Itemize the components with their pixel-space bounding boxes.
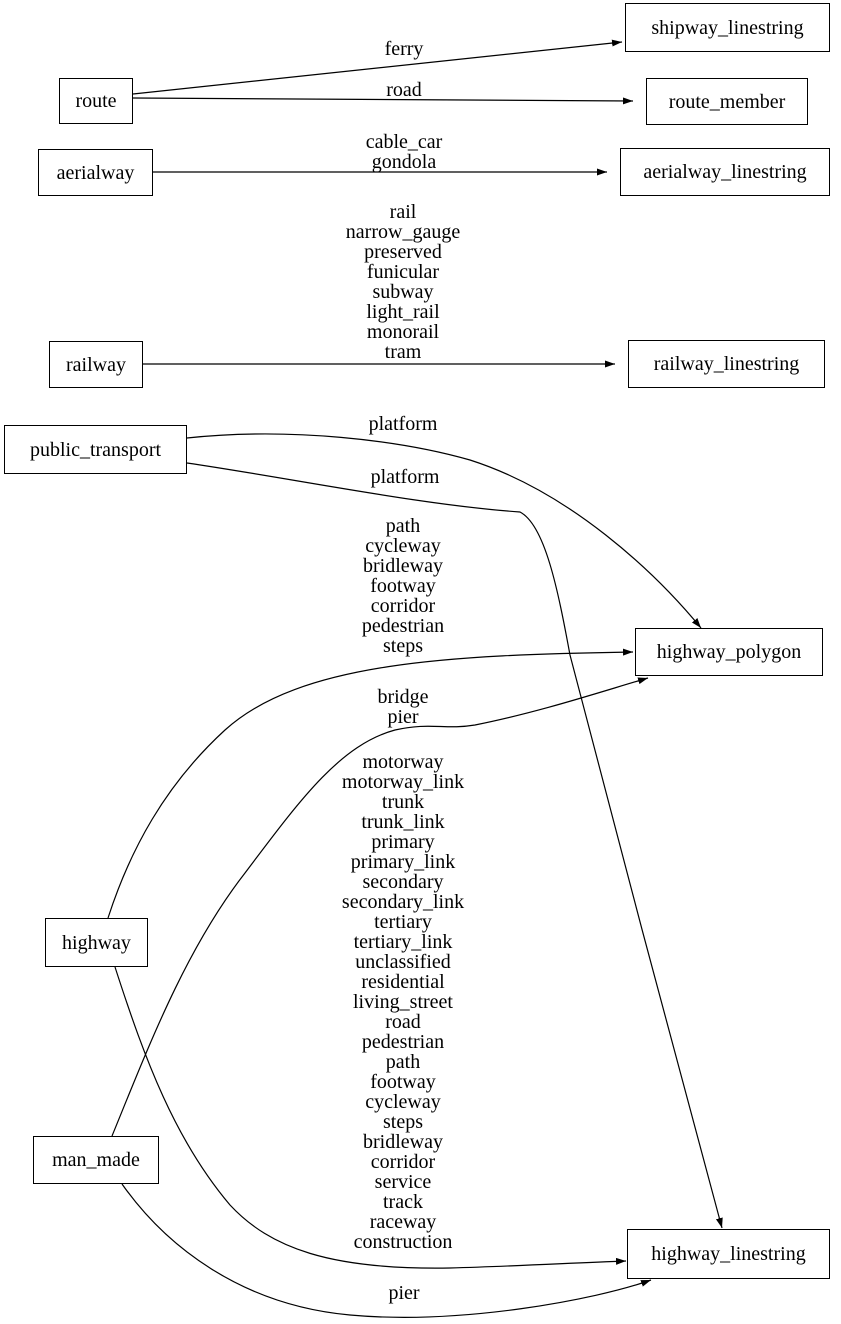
edge-label-line: bridleway <box>363 555 443 577</box>
edge-label-line: raceway <box>369 1211 437 1233</box>
edge-label-line: bridleway <box>363 1131 443 1153</box>
edge-label-line: track <box>383 1191 423 1213</box>
node-label-aerialway: aerialway <box>56 161 135 184</box>
edge-label-line: light_rail <box>366 301 440 323</box>
node-public_transport <box>4 425 187 474</box>
node-shipway_linestring <box>625 3 830 52</box>
edge-label-line: tram <box>384 341 422 363</box>
edge-label-line: footway <box>370 1071 436 1093</box>
edge-label-line: unclassified <box>355 951 451 973</box>
edge-highway-to-highway_polygon <box>108 652 633 918</box>
node-label-man_made: man_made <box>52 1149 140 1171</box>
edge-label-line: tertiary_link <box>353 931 453 953</box>
edge-label-line: cable_car <box>365 131 443 153</box>
edge-label-line: narrow_gauge <box>345 221 461 243</box>
node-label-highway: highway <box>62 931 131 954</box>
edge-label-line: path <box>385 515 421 537</box>
edge-route-to-shipway_linestring <box>133 42 622 94</box>
node-label-route: route <box>75 90 117 112</box>
edge-label-line: living_street <box>353 991 453 1013</box>
edge-label-line: pedestrian <box>361 615 445 637</box>
edge-label-line: ferry <box>384 38 424 60</box>
edge-label-line: pedestrian <box>361 1031 445 1053</box>
edge-label-line: gondola <box>371 151 437 173</box>
node-man_made <box>33 1136 159 1184</box>
edge-label-line: subway <box>372 281 434 303</box>
edge-label-line: pier <box>388 1282 420 1304</box>
edge-label-line: residential <box>361 971 445 993</box>
edge-label-line: bridge <box>377 686 429 708</box>
edge-label-line: tertiary <box>374 911 432 933</box>
edge-label-line: monorail <box>366 321 440 343</box>
edge-label-line: trunk_link <box>361 811 445 833</box>
node-aerialway <box>38 149 153 196</box>
node-label-highway_polygon: highway_polygon <box>656 641 802 663</box>
edge-label-line: primary_link <box>350 851 456 873</box>
edge-label-line: corridor <box>370 595 436 617</box>
node-railway_linestring <box>628 340 825 388</box>
edge-route-to-route_member <box>133 98 633 101</box>
edge-label-line: cycleway <box>365 1091 441 1113</box>
edge-label-line: cycleway <box>365 535 441 557</box>
edge-label-line: path <box>385 1051 421 1073</box>
edge-label-line: footway <box>370 575 436 597</box>
node-highway_linestring <box>627 1229 830 1279</box>
edge-label-line: trunk <box>381 791 425 813</box>
edge-label-line: steps <box>383 1111 423 1133</box>
edge-label-line: corridor <box>370 1151 436 1173</box>
edge-highway-to-highway_linestring <box>115 967 626 1268</box>
edge-label-line: primary <box>371 831 435 853</box>
node-label-railway_linestring: railway_linestring <box>653 353 800 375</box>
node-route_member <box>646 78 808 125</box>
edge-label-line: service <box>374 1171 432 1193</box>
edge-man_made-to-highway_linestring <box>122 1184 651 1317</box>
edge-label-line: secondary <box>362 871 444 893</box>
edge-label-line: motorway_link <box>341 771 465 793</box>
node-label-railway: railway <box>66 353 126 376</box>
node-label-shipway_linestring: shipway_linestring <box>651 16 804 39</box>
edge-label-line: road <box>385 1011 421 1033</box>
edge-label-line: funicular <box>366 261 440 283</box>
node-label-aerialway_linestring: aerialway_linestring <box>643 161 807 183</box>
node-label-highway_linestring: highway_linestring <box>651 1243 806 1265</box>
node-highway <box>45 918 148 967</box>
edge-public_transport-to-highway_linestring <box>187 463 722 1228</box>
edge-label-line: motorway <box>362 751 444 773</box>
edge-label-line: preserved <box>364 241 442 263</box>
edge-label-line: platform <box>368 413 438 435</box>
edge-label-line: road <box>386 79 422 101</box>
edge-public_transport-to-highway_polygon <box>187 434 701 628</box>
node-highway_polygon <box>635 628 823 676</box>
edge-label-line: construction <box>353 1231 453 1253</box>
edge-label-line: secondary_link <box>341 891 465 913</box>
edge-man_made-to-highway_polygon <box>112 678 648 1136</box>
edge-label-line: steps <box>383 635 423 657</box>
node-railway <box>49 341 143 388</box>
edge-label-line: rail <box>389 201 417 223</box>
node-aerialway_linestring <box>620 148 830 196</box>
edge-label-line: platform <box>370 466 440 488</box>
node-label-public_transport: public_transport <box>29 438 162 461</box>
node-route <box>59 78 133 124</box>
edge-label-line: pier <box>387 706 419 728</box>
node-label-route_member: route_member <box>668 90 786 113</box>
